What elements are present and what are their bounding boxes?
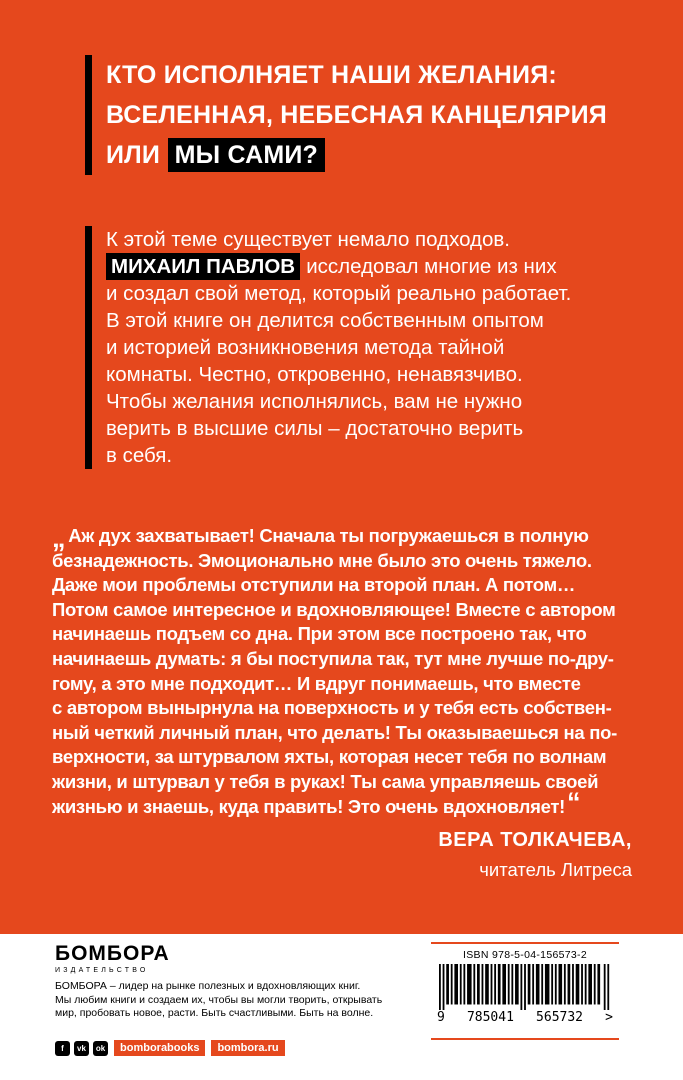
intro-block xyxy=(85,226,571,469)
barcode-arrow: > xyxy=(605,1010,613,1025)
headline-block xyxy=(85,55,607,175)
intro-line: Чтобы желания исполнялись, вам не нужно xyxy=(106,390,523,413)
vk-icon: vk xyxy=(74,1041,89,1056)
headline-line xyxy=(106,135,607,175)
publisher-name: БОМБОРА xyxy=(55,942,170,965)
blurb-line: Мы любим книги и создаем их, чтобы вы могли творить, открывать xyxy=(55,993,383,1006)
intro-line: К этой теме существует немало подходов. xyxy=(106,228,510,251)
odnoklassniki-icon: ok xyxy=(93,1041,108,1056)
intro-line: в себя. xyxy=(106,444,173,467)
attribution-role: читатель Литреса xyxy=(479,859,632,880)
intro-line: верить в высшие силы – достаточно верить xyxy=(106,417,524,440)
barcode-digits xyxy=(431,1010,619,1025)
intro-line: и создал свой метод, который реально работает. xyxy=(106,282,572,305)
social-row xyxy=(55,1040,285,1056)
blurb-line: БОМБОРА – лидер на рынке полезных и вдохновляющих книг. xyxy=(55,980,361,992)
barcode-digit-group: 9 xyxy=(437,1010,445,1025)
intro-line xyxy=(106,253,571,280)
quote-line: с автором вынырнула на поверхность и у тебя есть собствен- xyxy=(52,697,612,719)
quote-text: жизнью и знаешь, куда править! Это очень вдохновляет! xyxy=(52,795,565,817)
headline-prefix: ИЛИ xyxy=(106,141,161,169)
publisher-logo xyxy=(55,942,170,974)
reader-quote xyxy=(52,524,617,819)
open-quote-mark: „ xyxy=(52,523,66,553)
quote-text: Аж дух захватывает! Сначала ты погружаешься в полную xyxy=(68,525,589,546)
quote-line: ный четкий личный план, что делать! Ты оказываешься на по- xyxy=(52,721,617,743)
quote-line: начинаешь думать: я бы поступила так, тут мне лучше по-дру- xyxy=(52,647,614,669)
isbn-label: ISBN 978-5-04-156573-2 xyxy=(463,949,587,961)
isbn-barcode-block xyxy=(431,942,619,1040)
publisher-site: bombora.ru xyxy=(211,1040,284,1056)
quote-line: жизни, и штурвал у тебя в руках! Ты сама управляешь своей xyxy=(52,770,599,792)
intro-line: и историей возникновения метода тайной xyxy=(106,336,505,359)
blurb-line: мир, пробовать новое, расти. Быть счастливыми. Быть на волне. xyxy=(55,1007,374,1019)
quote-line: Потом самое интересное и вдохновляющее! Вместе с автором xyxy=(52,598,616,620)
headline-highlight: МЫ САМИ? xyxy=(168,138,325,172)
headline-line: ВСЕЛЕННАЯ, НЕБЕСНАЯ КАНЦЕЛЯРИЯ xyxy=(106,101,607,129)
intro-line: В этой книге он делится собственным опытом xyxy=(106,309,544,332)
publisher-blurb xyxy=(55,980,382,1021)
close-quote-mark: “ xyxy=(566,786,581,817)
quote-line: начинаешь подъем со дна. При этом все построено так, что xyxy=(52,623,587,645)
author-name-highlight: МИХАИЛ ПАВЛОВ xyxy=(106,253,300,280)
headline-line: КТО ИСПОЛНЯЕТ НАШИ ЖЕЛАНИЯ: xyxy=(106,61,557,89)
quote-line xyxy=(52,523,617,553)
quote-attribution xyxy=(438,829,632,881)
publisher-footer xyxy=(0,934,683,1080)
quote-line: гому, а это мне подходит… И вдруг понимаешь, что вместе xyxy=(52,672,581,694)
facebook-icon: f xyxy=(55,1041,70,1056)
quote-line xyxy=(52,786,617,820)
quote-line: верхности, за штурвалом яхты, которая несет тебя по волнам xyxy=(52,746,607,768)
barcode-digit-group: 565732 xyxy=(536,1010,584,1025)
quote-line: безнадежность. Эмоционально мне было это очень тяжело. xyxy=(52,549,592,571)
intro-line-rest: исследовал многие из них xyxy=(306,255,557,278)
quote-line: Даже мои проблемы отступили на второй план. А потом… xyxy=(52,574,576,596)
social-handle: bomborabooks xyxy=(114,1040,205,1056)
ean13-barcode xyxy=(439,964,611,1010)
barcode-digit-group: 785041 xyxy=(466,1010,514,1025)
publisher-subtitle: ИЗДАТЕЛЬСТВО xyxy=(55,967,149,974)
attribution-name: ВЕРА ТОЛКАЧЕВА, xyxy=(438,829,632,851)
intro-line: комнаты. Честно, откровенно, ненавязчиво. xyxy=(106,363,523,386)
